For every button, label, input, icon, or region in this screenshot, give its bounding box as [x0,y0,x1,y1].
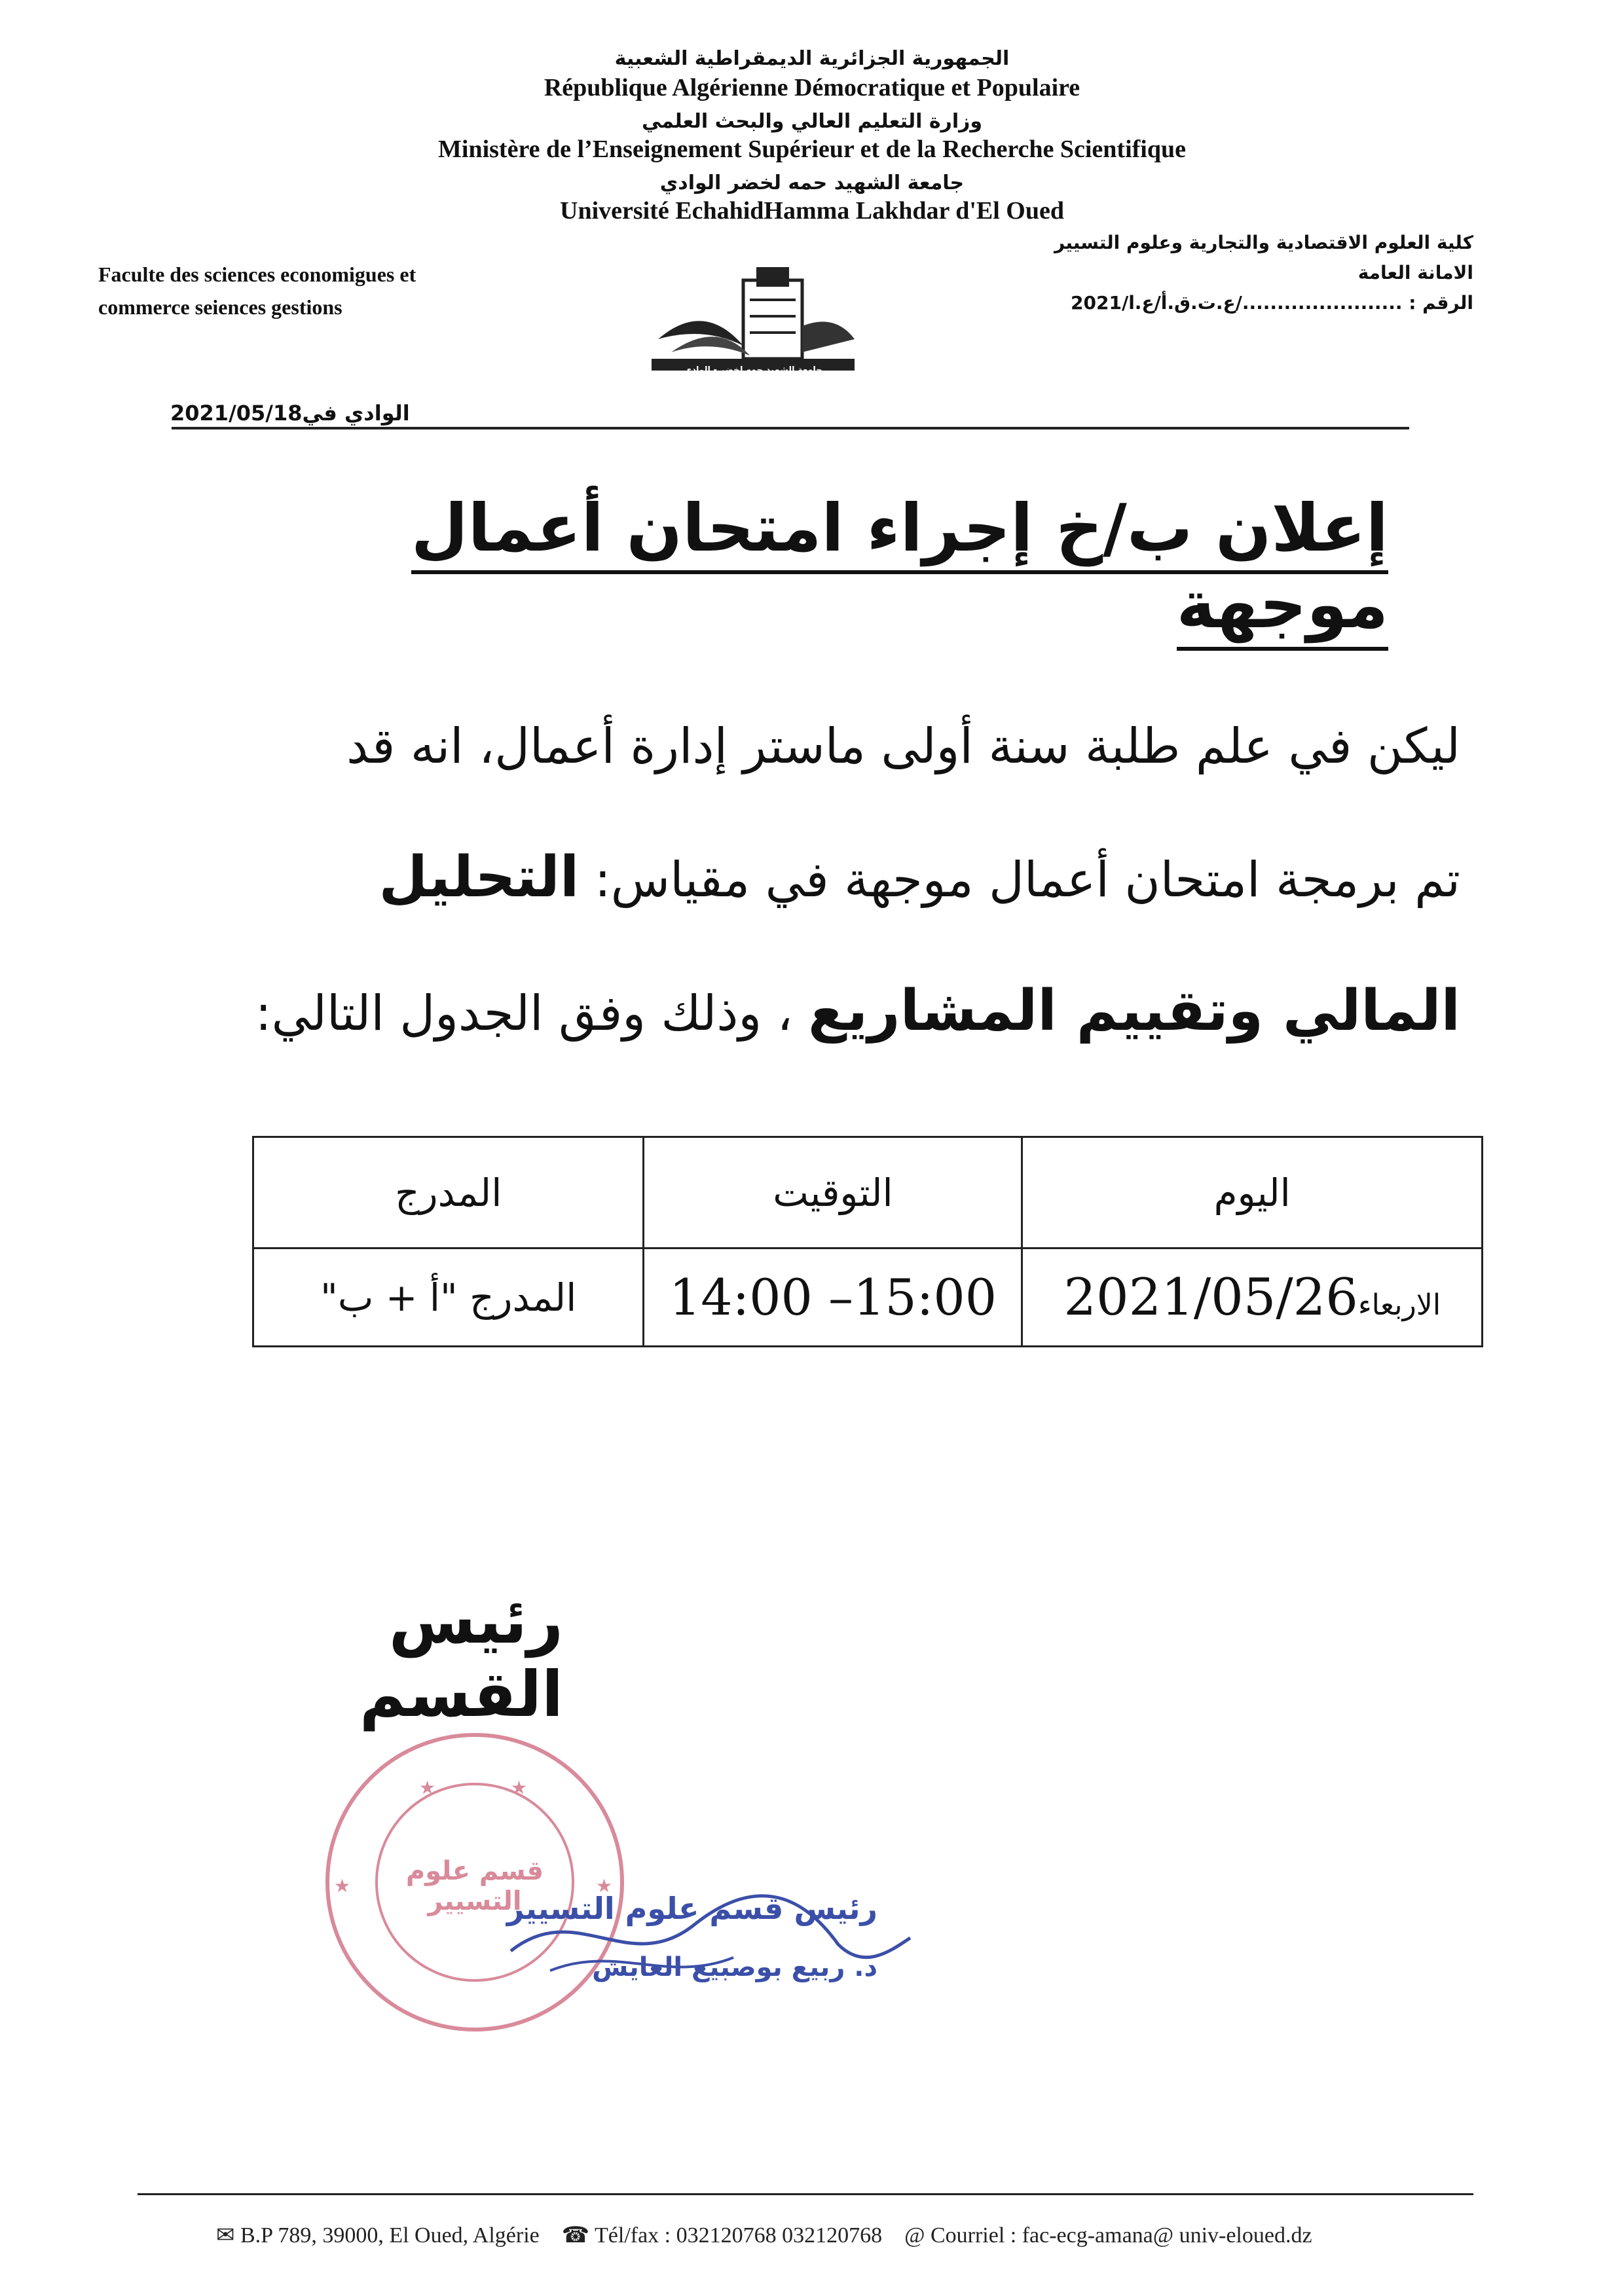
republic-ar: الجمهورية الجزائرية الديمقراطية الشعبية [614,47,1010,70]
announcement-title: إعلان ب/خ إجراء امتحان أعمال موجهة [411,490,1388,651]
reference-label: الرقم : [1409,292,1473,314]
cell-day [1022,1248,1483,1347]
faculty-fr [98,258,557,323]
republic-fr: République Algérienne Démocratique et Populaire [544,74,1080,101]
body-line3-suffix: ، وذلك وفق الجدول التالي: [255,985,809,1042]
footer-divider [138,2193,1473,2195]
faculty-fr-line2: commerce seiences gestions [98,295,342,319]
svg-text:★: ★ [419,1777,436,1798]
footer-email: Courriel : fac-ecg-amana@ univ-eloued.dz [930,2223,1312,2248]
body-line1: ليكن في علم طلبة سنة أولى ماستر إدارة أعمال، انه قد [346,718,1460,774]
header-day: اليوم [1022,1137,1483,1248]
body-line3 [177,945,1460,1079]
footer-address: B.P 789, 39000, El Oued, Algérie [240,2223,540,2248]
ministry-ar: وزارة التعليم العالي والبحث العلمي [641,110,983,133]
email-icon: @ [904,2223,925,2248]
faculty-ar: كلية العلوم الاقتصادية والتجارية وعلوم التسيير [1054,232,1473,253]
day-date: 2021/05/26 [1063,1267,1358,1327]
date-line: الوادي في2021/05/18 [170,401,410,426]
footer-telfax: Tél/fax : 032120768 032120768 [595,2223,883,2248]
table-header-row [253,1137,1483,1248]
university-ar: جامعة الشهيد حمه لخضر الوادي [659,172,965,194]
ministry-fr: Ministère de l’Enseignement Supérieur et de la Recherche Scientifique [438,136,1186,163]
handwritten-signature [498,1872,917,1990]
reference-value: 2021/ع.ت.ق.أ/ع.ا/....................... [1071,292,1403,314]
svg-text:★: ★ [511,1777,528,1798]
secretariat-ar: الامانة العامة [1357,262,1473,283]
course-name-part1: التحليل [378,845,580,910]
mail-icon: ✉ [216,2223,235,2248]
cell-hall: المدرج "أ + ب" [253,1248,644,1347]
faculty-ar-block [956,228,1473,318]
course-name-part2: المالي وتقييم المشاريع [808,978,1460,1044]
footer [216,2222,1312,2248]
schedule-table [252,1136,1483,1347]
stamp-role: رئيس قسم علوم التسيير [506,1891,877,1926]
day-label: الاربعاء [1357,1288,1441,1322]
phone-icon: ☎ [561,2223,590,2248]
header-divider [172,427,1409,429]
signature-title: رئيس القسم [359,1584,563,1731]
university-fr: Université EchahidHamma Lakhdar d'El Oued [560,197,1064,225]
title-wrap [236,490,1388,643]
faculty-fr-line1: Faculte des sciences economigues et [98,263,416,286]
body-line2 [177,812,1460,945]
table-row [253,1248,1483,1347]
cell-time: 14:00 –15:00 [644,1248,1022,1347]
university-logo [645,261,861,392]
header-hall: المدرج [253,1137,644,1248]
svg-text:★: ★ [596,1875,613,1897]
body-line2-prefix: تم برمجة امتحان أعمال موجهة في مقياس: [579,852,1460,908]
svg-text:★: ★ [334,1875,351,1897]
reference-line [956,288,1473,318]
seal-text: قسم علوم التسيير [405,1856,544,1916]
header-time: التوقيت [644,1137,1022,1248]
stamp-name: د. ربيع بوصبيع العايش [592,1952,877,1982]
body-text [177,681,1460,1079]
logo-caption: جامعة الشهيد حمه لخضر - الوادي [684,365,822,375]
